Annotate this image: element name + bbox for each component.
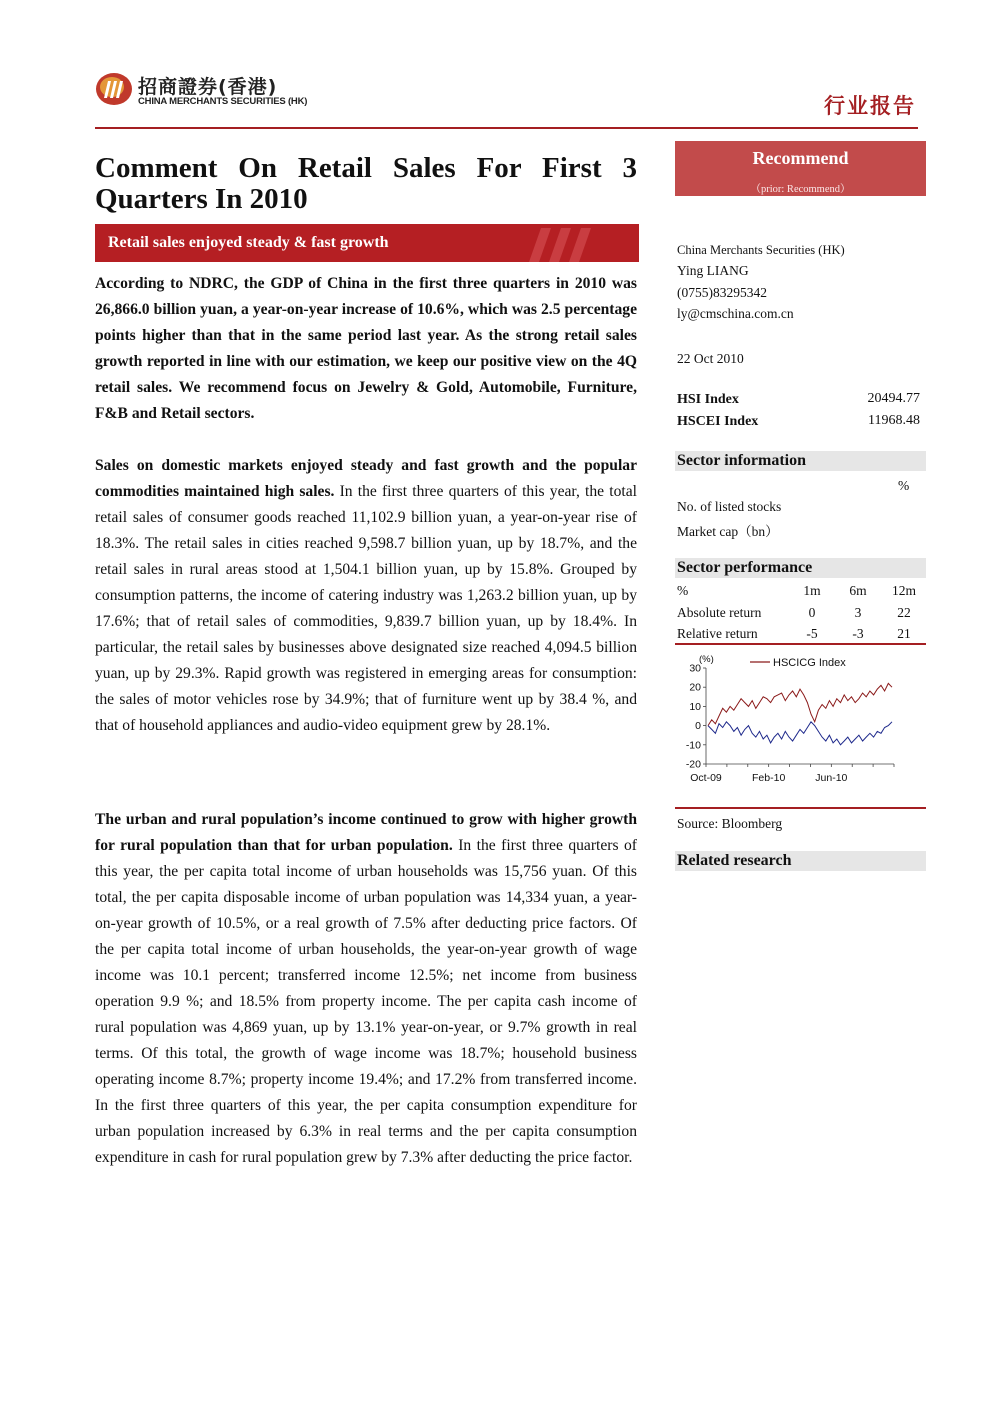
market-cap-label: Market cap（bn） [677, 524, 779, 539]
perf-header-6m: 6m [849, 583, 867, 598]
prior-rating: （prior: Recommend） [750, 184, 851, 195]
chart-series [708, 683, 892, 744]
perf-table-divider [675, 643, 926, 645]
logo-english-name: CHINA MERCHANTS SECURITIES (HK) [138, 96, 308, 107]
perf-header-12m: 12m [891, 583, 916, 598]
sector-perf-heading [675, 558, 926, 578]
summary-banner [95, 224, 639, 262]
sector-info-unit: % [898, 478, 910, 493]
hsi-index-label: HSI Index [677, 392, 739, 407]
analyst-phone: (0755)83295342 [677, 285, 767, 300]
perf-cell: -3 [852, 626, 864, 641]
header-divider [95, 127, 918, 129]
logo-chinese-name: 招商證券(香港) [138, 76, 278, 98]
perf-row-label: Absolute return [677, 605, 762, 620]
chart-legend [750, 657, 846, 669]
y-tick-label: 20 [689, 681, 701, 694]
report-date: 22 Oct 2010 [677, 351, 744, 366]
chart-divider [675, 807, 926, 809]
hscei-index-value: 11968.48 [868, 413, 920, 428]
perf-header-unit: % [677, 583, 689, 598]
sector-performance-chart [678, 650, 918, 796]
sector-info-title: Sector information [677, 452, 807, 469]
analyst-email[interactable]: ly@cmschina.com.cn [677, 306, 794, 321]
perf-cell: 3 [854, 605, 862, 620]
related-research-heading [675, 851, 926, 871]
perf-cell: 0 [808, 605, 816, 620]
summary-text: According to NDRC, the GDP of China in the first three quarters in 2010 was 26,866.0 billion yuan, a year-on-year increase of 10.6%, which was 2.5 percentage points higher than that in the same period last year. As the strong retail sales growth reported in line with our estimation, we keep our positive view on the 4Q retail sales. We recommend focus on Jewelry & Gold, Automobile, Furniture, F&B and Retail sectors. [95, 275, 637, 422]
report-title: Comment On Retail Sales For First 3 Quarters In 2010 [95, 152, 637, 215]
firm-name: China Merchants Securities (HK) [677, 243, 845, 257]
y-tick-label: 0 [695, 720, 701, 733]
y-tick-label: -20 [685, 758, 701, 771]
banner-watermark-icon [523, 224, 603, 262]
listed-stocks-label: No. of listed stocks [677, 499, 782, 514]
sector-info-heading [675, 451, 926, 471]
perf-cell: 21 [897, 626, 911, 641]
y-axis-label: (%) [699, 654, 714, 665]
legend-label: HSCICG Index [773, 657, 846, 669]
perf-header-row [677, 583, 922, 603]
company-logo-icon [95, 72, 133, 106]
report-type-label: 行业报告 [824, 94, 916, 118]
summary-paragraph [95, 271, 637, 427]
summary-banner-text: Retail sales enjoyed steady & fast growth [108, 234, 389, 251]
sector-perf-title: Sector performance [677, 559, 813, 576]
x-tick-label: Jun-10 [815, 772, 848, 784]
chart-axes [686, 654, 894, 784]
y-tick-label: 30 [689, 662, 701, 675]
x-tick-label: Oct-09 [690, 772, 722, 784]
analyst-name: Ying LIANG [677, 263, 749, 278]
retail-sales-paragraph [95, 453, 637, 739]
chart-source: Source: Bloomberg [677, 816, 783, 831]
related-research-title: Related research [677, 852, 792, 869]
rating-box [675, 141, 926, 196]
income-paragraph [95, 807, 637, 1171]
perf-cell: -5 [806, 626, 818, 641]
hscei-index-label: HSCEI Index [677, 414, 759, 429]
y-tick-label: 10 [689, 700, 701, 713]
table-row [677, 605, 922, 625]
y-tick-label: -10 [685, 739, 701, 752]
income-text: In the first three quarters of this year, the per capita total income of urban households was 15,756 yuan. Of this total, the per capita disposable income of urban population was 14,334 yuan, a year-on-year growth of 10.5%, or a real growth of 7.5% after deducting price factors. Of the per capita total income of urban households, the year-on-year growth of wage income was 10.1 percent; transferred income 12.5%; net income from business operation 9.9 %; and 18.5% from property income. The per capita cash income of rural population was 4,869 yuan, up by 13.1% year-on-year, or 9.7% growth in real terms. Of this total, the growth of wage income was 18.7%; household business operating income 8.7%; property income 19.4%; and 17.2% from transferred income. In the first three quarters of this year, the per capita consumption expenditure for urban population increased by 6.3% in real terms and the per capita consumption expenditure in cash for rural population grew by 7.3% after deducting the price factor. [95, 837, 637, 1166]
series-line-0 [708, 683, 892, 725]
perf-row-label: Relative return [677, 626, 758, 641]
perf-header-1m: 1m [803, 583, 821, 598]
series-line-1 [708, 722, 892, 745]
retail-sales-text: In the first three quarters of this year, the total retail sales of consumer goods reached 11,102.9 billion yuan, a year-on-year rise of 18.3%. The retail sales in cities reached 9,598.7 billion yuan, up by 18.7%, and the retail sales in rural areas stood at 1,504.1 billion yuan, up by 15.8%. Grouped by consumption patterns, the income of catering industry was 1,263.2 billion yuan, up by 17.6%; that of retail sales of commodities, 9,839.7 billion yuan, up by 18.4%. In particular, the retail sales by businesses above designated size reached 4,094.5 billion yuan, up by 29.3%. Rapid growth was registered in emerging areas for consumption: the sales of motor vehicles rose by 34.9%; that of furniture went up by 38.4 %, and that of household appliances and audio-video equipment grew by 28.1%. [95, 483, 637, 734]
rating-value: Recommend [752, 148, 849, 168]
income-lead: The urban and rural population’s income continued to grow with higher growth for rural population than that for urban population. [95, 811, 637, 854]
x-tick-label: Feb-10 [752, 772, 786, 784]
hsi-index-value: 20494.77 [867, 391, 920, 406]
retail-sales-lead: Sales on domestic markets enjoyed steady and fast growth and the popular commodities maintained high sales. [95, 457, 637, 500]
perf-cell: 22 [897, 605, 911, 620]
